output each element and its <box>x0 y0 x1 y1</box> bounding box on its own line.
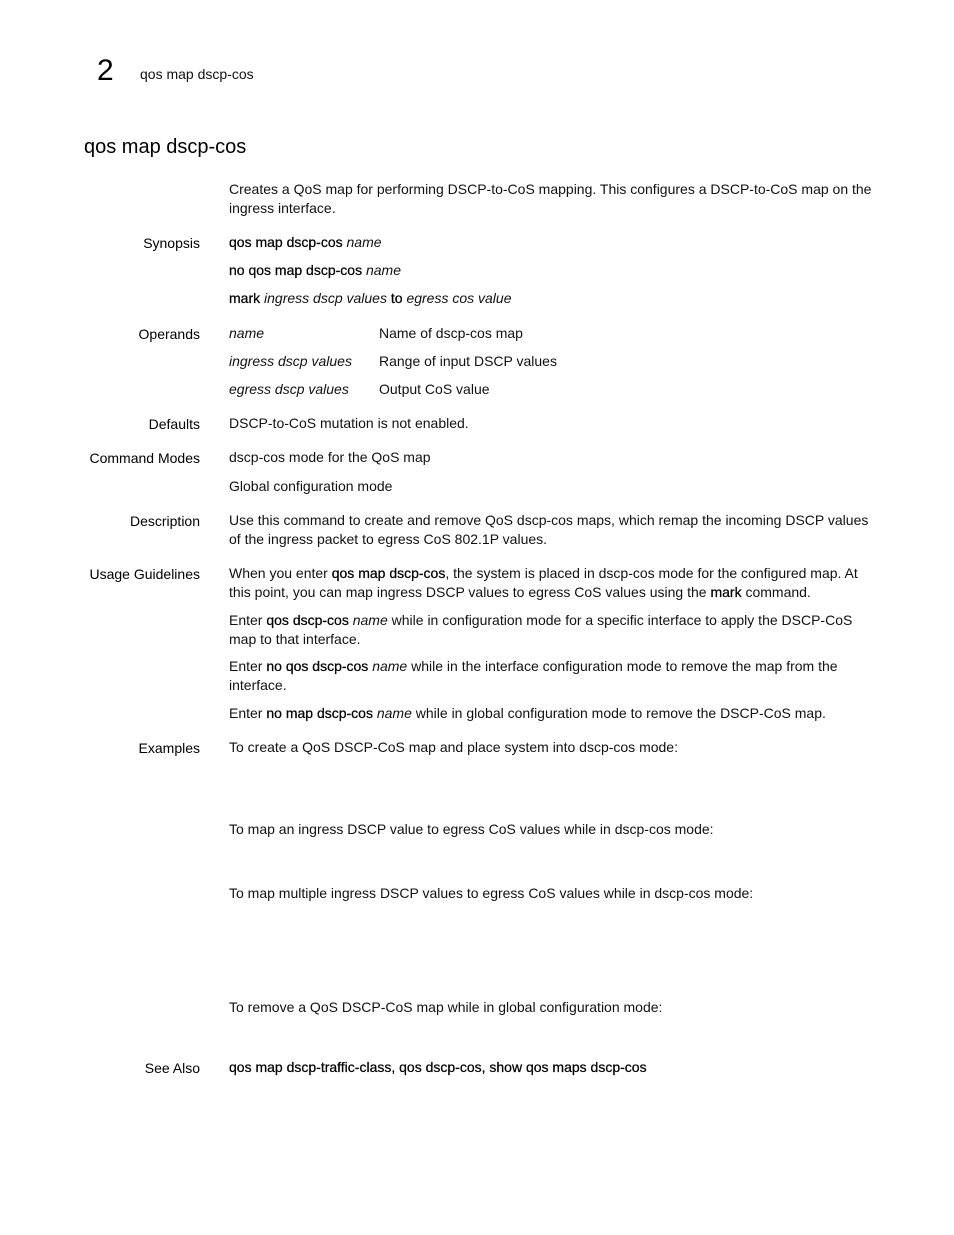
command-mode-2: Global configuration mode <box>229 478 393 494</box>
defaults-text: DSCP-to-CoS mutation is not enabled. <box>229 415 469 431</box>
usage-argument: name <box>372 705 412 721</box>
usage-text: while in configuration mode for a specific interface to apply the DSCP-CoS map to that interface. <box>229 612 853 647</box>
synopsis-label: Synopsis <box>143 235 200 251</box>
synopsis-command: qos map dscp-cos <box>229 234 343 250</box>
usage-text: while in global configuration mode to remove the DSCP-CoS map. <box>411 705 826 721</box>
operand-description: Range of input DSCP values <box>379 353 557 369</box>
operand-name: name <box>229 325 265 341</box>
synopsis-argument: name <box>346 234 382 250</box>
operand-name: ingress dscp values <box>229 353 352 369</box>
usage-paragraph-4 <box>229 704 874 723</box>
usage-command: no map dscp-cos <box>266 705 373 721</box>
see-also-label: See Also <box>144 1060 200 1076</box>
operand-description: Output CoS value <box>379 381 490 397</box>
synopsis-line-1 <box>229 233 874 252</box>
usage-command: qos dscp-cos <box>266 612 349 628</box>
see-also-links[interactable]: qos map dscp-traffic-class, qos dscp-cos, show qos maps dscp-cos <box>229 1059 647 1075</box>
example-1-text: To create a QoS DSCP-CoS map and place system into dscp-cos mode: <box>229 739 678 755</box>
examples-label: Examples <box>138 740 200 756</box>
usage-text: , the system is placed in dscp-cos mode for the configured map. At this point, you can map ingress DSCP values to egress CoS values using the <box>229 565 858 600</box>
usage-text: Enter <box>229 658 267 674</box>
usage-text: command. <box>741 584 811 600</box>
usage-argument: name <box>368 658 408 674</box>
usage-command: qos map dscp-cos <box>331 565 446 581</box>
synopsis-command: mark <box>229 290 261 306</box>
synopsis-line-2 <box>229 261 874 280</box>
synopsis-argument: name <box>365 262 401 278</box>
command-modes-label: Command Modes <box>89 450 200 466</box>
usage-text: Enter <box>229 612 267 628</box>
synopsis-argument: egress cos value <box>406 290 512 306</box>
description-label: Description <box>129 513 200 529</box>
page-title: qos map dscp-cos <box>84 136 247 158</box>
example-4-text: To remove a QoS DSCP-CoS map while in global configuration mode: <box>229 999 663 1015</box>
synopsis-argument: ingress dscp values <box>264 290 387 306</box>
usage-paragraph-2 <box>229 611 874 649</box>
usage-text: When you enter <box>229 565 332 581</box>
operand-name: egress dscp values <box>229 381 349 397</box>
usage-text: Enter <box>229 705 267 721</box>
synopsis-keyword: to <box>390 290 403 306</box>
description-text: Use this command to create and remove QoS dscp-cos maps, which remap the incoming DSCP values of the ingress packet to egress CoS 802.1P values. <box>229 512 869 547</box>
usage-paragraph-3 <box>229 657 874 695</box>
usage-paragraph-1 <box>229 564 874 602</box>
usage-command: no qos dscp-cos <box>266 658 369 674</box>
synopsis-command: no qos map dscp-cos <box>229 262 363 278</box>
running-head: qos map dscp-cos <box>140 66 254 82</box>
usage-command: mark <box>710 584 742 600</box>
intro-paragraph: Creates a QoS map for performing DSCP-to-CoS mapping. This configures a DSCP-to-CoS map on the ingress interface. <box>229 181 872 216</box>
command-mode-1: dscp-cos mode for the QoS map <box>229 449 431 465</box>
usage-text: while in the interface configuration mode to remove the map from the interface. <box>229 658 838 693</box>
usage-argument: name <box>348 612 388 628</box>
example-2-text: To map an ingress DSCP value to egress CoS values while in dscp-cos mode: <box>229 821 714 837</box>
synopsis-line-3 <box>229 289 874 308</box>
usage-guidelines-label: Usage Guidelines <box>89 566 200 582</box>
operand-description: Name of dscp-cos map <box>379 325 523 341</box>
chapter-number: 2 <box>97 54 114 87</box>
defaults-label: Defaults <box>148 416 200 432</box>
example-3-text: To map multiple ingress DSCP values to egress CoS values while in dscp-cos mode: <box>229 885 754 901</box>
operands-label: Operands <box>138 326 200 342</box>
